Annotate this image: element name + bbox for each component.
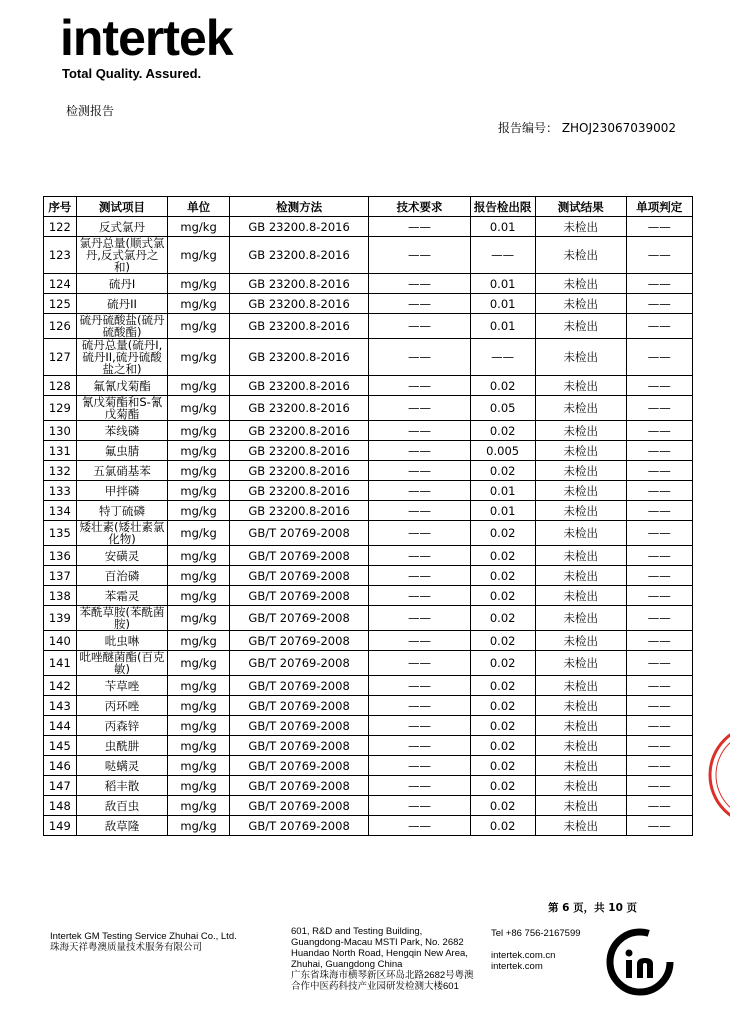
cell-method: GB/T 20769-2008 xyxy=(229,586,369,606)
cell-detection-limit: 0.02 xyxy=(470,816,535,836)
cell-judgement: —— xyxy=(626,441,692,461)
cell-seq: 124 xyxy=(44,274,77,294)
cell-seq: 127 xyxy=(44,339,77,376)
cell-result: 未检出 xyxy=(535,217,626,237)
cell-detection-limit: 0.02 xyxy=(470,676,535,696)
cell-detection-limit: 0.02 xyxy=(470,606,535,631)
table-row xyxy=(44,676,693,696)
address-line: Zhuhai, Guangdong China xyxy=(291,959,403,970)
cell-method: GB/T 20769-2008 xyxy=(229,606,369,631)
table-row xyxy=(44,776,693,796)
table-row xyxy=(44,696,693,716)
column-header-test-item: 测试项目 xyxy=(76,197,168,217)
cell-test-item: 安磺灵 xyxy=(76,546,168,566)
cell-requirement: —— xyxy=(369,546,470,566)
cell-detection-limit: 0.02 xyxy=(470,421,535,441)
cell-method: GB/T 20769-2008 xyxy=(229,776,369,796)
footer-company xyxy=(50,931,237,953)
website-cn: intertek.com.cn xyxy=(491,950,556,961)
cell-unit: mg/kg xyxy=(168,237,229,274)
cell-judgement: —— xyxy=(626,521,692,546)
cell-detection-limit: 0.02 xyxy=(470,651,535,676)
cell-judgement: —— xyxy=(626,294,692,314)
cell-test-item: 苯霜灵 xyxy=(76,586,168,606)
cell-result: 未检出 xyxy=(535,586,626,606)
cell-result: 未检出 xyxy=(535,376,626,396)
cell-unit: mg/kg xyxy=(168,816,229,836)
cell-result: 未检出 xyxy=(535,314,626,339)
cell-method: GB/T 20769-2008 xyxy=(229,756,369,776)
cell-seq: 122 xyxy=(44,217,77,237)
website: intertek.com xyxy=(491,961,543,972)
cell-seq: 147 xyxy=(44,776,77,796)
cell-judgement: —— xyxy=(626,339,692,376)
phone: Tel +86 756-2167599 xyxy=(491,928,581,939)
column-header-seq: 序号 xyxy=(44,197,77,217)
company-name-cn: 珠海天祥粤澳质量技术服务有限公司 xyxy=(50,942,203,953)
cell-result: 未检出 xyxy=(535,237,626,274)
cell-unit: mg/kg xyxy=(168,274,229,294)
table-row xyxy=(44,217,693,237)
cell-result: 未检出 xyxy=(535,396,626,421)
cell-detection-limit: 0.05 xyxy=(470,396,535,421)
cell-unit: mg/kg xyxy=(168,481,229,501)
cell-test-item: 哒螨灵 xyxy=(76,756,168,776)
table-row xyxy=(44,501,693,521)
cell-requirement: —— xyxy=(369,716,470,736)
cell-seq: 144 xyxy=(44,716,77,736)
column-header-requirement: 技术要求 xyxy=(369,197,470,217)
cell-requirement: —— xyxy=(369,461,470,481)
cell-method: GB 23200.8-2016 xyxy=(229,294,369,314)
cell-test-item: 特丁硫磷 xyxy=(76,501,168,521)
cell-requirement: —— xyxy=(369,586,470,606)
cell-result: 未检出 xyxy=(535,441,626,461)
table-row xyxy=(44,274,693,294)
table-row xyxy=(44,716,693,736)
cell-method: GB/T 20769-2008 xyxy=(229,816,369,836)
cell-requirement: —— xyxy=(369,776,470,796)
cell-judgement: —— xyxy=(626,376,692,396)
cell-result: 未检出 xyxy=(535,696,626,716)
cell-method: GB/T 20769-2008 xyxy=(229,716,369,736)
cell-method: GB/T 20769-2008 xyxy=(229,546,369,566)
cell-seq: 143 xyxy=(44,696,77,716)
cell-requirement: —— xyxy=(369,501,470,521)
page-number: 第 6 页，共 10 页 xyxy=(548,902,638,914)
footer-contact xyxy=(491,928,581,972)
cell-method: GB/T 20769-2008 xyxy=(229,651,369,676)
cell-detection-limit: —— xyxy=(470,339,535,376)
footer-address xyxy=(291,926,474,992)
cell-test-item: 敌草隆 xyxy=(76,816,168,836)
cell-detection-limit: 0.02 xyxy=(470,796,535,816)
cell-method: GB 23200.8-2016 xyxy=(229,501,369,521)
cell-requirement: —— xyxy=(369,736,470,756)
cell-test-item: 硫丹I xyxy=(76,274,168,294)
cell-test-item: 吡虫啉 xyxy=(76,631,168,651)
cell-unit: mg/kg xyxy=(168,521,229,546)
cell-unit: mg/kg xyxy=(168,676,229,696)
table-row xyxy=(44,421,693,441)
cell-result: 未检出 xyxy=(535,631,626,651)
cell-requirement: —— xyxy=(369,676,470,696)
cell-detection-limit: 0.02 xyxy=(470,736,535,756)
cell-requirement: —— xyxy=(369,651,470,676)
table-row xyxy=(44,481,693,501)
cell-seq: 140 xyxy=(44,631,77,651)
cell-unit: mg/kg xyxy=(168,421,229,441)
table-row xyxy=(44,796,693,816)
cell-requirement: —— xyxy=(369,217,470,237)
cell-test-item: 苯线磷 xyxy=(76,421,168,441)
cell-requirement: —— xyxy=(369,481,470,501)
cell-seq: 130 xyxy=(44,421,77,441)
cell-detection-limit: 0.01 xyxy=(470,274,535,294)
cell-unit: mg/kg xyxy=(168,396,229,421)
cell-requirement: —— xyxy=(369,237,470,274)
column-header-unit: 单位 xyxy=(168,197,229,217)
cell-test-item: 吡唑醚菌酯(百克敏) xyxy=(76,651,168,676)
cell-method: GB 23200.8-2016 xyxy=(229,396,369,421)
cell-test-item: 硫丹总量(硫丹I,硫丹II,硫丹硫酸盐之和) xyxy=(76,339,168,376)
table-header-row xyxy=(44,197,693,217)
intertek-logo: intertek xyxy=(60,10,233,66)
cell-result: 未检出 xyxy=(535,481,626,501)
cell-test-item: 氰戊菊酯和S-氰戊菊酯 xyxy=(76,396,168,421)
cell-detection-limit: 0.01 xyxy=(470,217,535,237)
cell-seq: 132 xyxy=(44,461,77,481)
cell-seq: 139 xyxy=(44,606,77,631)
cell-method: GB 23200.8-2016 xyxy=(229,314,369,339)
cell-unit: mg/kg xyxy=(168,441,229,461)
cell-judgement: —— xyxy=(626,796,692,816)
cell-test-item: 苯酰草胺(苯酰菌胺) xyxy=(76,606,168,631)
cell-test-item: 稻丰散 xyxy=(76,776,168,796)
cell-seq: 129 xyxy=(44,396,77,421)
cell-method: GB 23200.8-2016 xyxy=(229,376,369,396)
cell-judgement: —— xyxy=(626,501,692,521)
cell-requirement: —— xyxy=(369,294,470,314)
red-seal-stamp-icon xyxy=(700,720,730,830)
cell-requirement: —— xyxy=(369,274,470,294)
cell-unit: mg/kg xyxy=(168,736,229,756)
cell-seq: 149 xyxy=(44,816,77,836)
cell-method: GB 23200.8-2016 xyxy=(229,274,369,294)
cell-requirement: —— xyxy=(369,756,470,776)
cell-seq: 131 xyxy=(44,441,77,461)
cell-detection-limit: 0.02 xyxy=(470,776,535,796)
cell-judgement: —— xyxy=(626,586,692,606)
cell-unit: mg/kg xyxy=(168,566,229,586)
cell-seq: 128 xyxy=(44,376,77,396)
cell-unit: mg/kg xyxy=(168,461,229,481)
cell-requirement: —— xyxy=(369,521,470,546)
cell-detection-limit: 0.02 xyxy=(470,566,535,586)
cell-test-item: 反式氯丹 xyxy=(76,217,168,237)
table-row xyxy=(44,237,693,274)
cell-unit: mg/kg xyxy=(168,376,229,396)
logo-tagline: Total Quality. Assured. xyxy=(62,66,202,81)
cell-method: GB/T 20769-2008 xyxy=(229,696,369,716)
cell-method: GB/T 20769-2008 xyxy=(229,521,369,546)
report-number: 报告编号： ZHOJ23067039002 xyxy=(498,121,677,135)
table-row xyxy=(44,461,693,481)
cell-detection-limit: 0.02 xyxy=(470,696,535,716)
cell-requirement: —— xyxy=(369,606,470,631)
cell-result: 未检出 xyxy=(535,274,626,294)
cell-method: GB 23200.8-2016 xyxy=(229,441,369,461)
address-line: 合作中医药科技产业园研发检测大楼601 xyxy=(291,981,459,992)
cell-method: GB 23200.8-2016 xyxy=(229,481,369,501)
cell-requirement: —— xyxy=(369,396,470,421)
cell-unit: mg/kg xyxy=(168,586,229,606)
cell-seq: 141 xyxy=(44,651,77,676)
cell-result: 未检出 xyxy=(535,546,626,566)
cell-judgement: —— xyxy=(626,396,692,421)
cell-detection-limit: 0.02 xyxy=(470,631,535,651)
column-header-detection-limit: 报告检出限 xyxy=(470,197,535,217)
cell-detection-limit: 0.01 xyxy=(470,294,535,314)
cell-unit: mg/kg xyxy=(168,314,229,339)
cell-unit: mg/kg xyxy=(168,546,229,566)
cell-detection-limit: 0.02 xyxy=(470,461,535,481)
cell-method: GB/T 20769-2008 xyxy=(229,631,369,651)
cell-result: 未检出 xyxy=(535,521,626,546)
cell-detection-limit: 0.02 xyxy=(470,376,535,396)
table-row xyxy=(44,651,693,676)
cell-method: GB 23200.8-2016 xyxy=(229,237,369,274)
cell-seq: 138 xyxy=(44,586,77,606)
cell-unit: mg/kg xyxy=(168,606,229,631)
table-row xyxy=(44,396,693,421)
cell-seq: 126 xyxy=(44,314,77,339)
company-name-en: Intertek GM Testing Service Zhuhai Co., Ltd. xyxy=(50,931,237,942)
cell-detection-limit: —— xyxy=(470,237,535,274)
cell-judgement: —— xyxy=(626,606,692,631)
cell-requirement: —— xyxy=(369,339,470,376)
cell-result: 未检出 xyxy=(535,716,626,736)
cell-judgement: —— xyxy=(626,816,692,836)
cell-method: GB 23200.8-2016 xyxy=(229,339,369,376)
cell-judgement: —— xyxy=(626,217,692,237)
cell-seq: 137 xyxy=(44,566,77,586)
cell-requirement: —— xyxy=(369,314,470,339)
cell-seq: 148 xyxy=(44,796,77,816)
cell-seq: 142 xyxy=(44,676,77,696)
cell-method: GB/T 20769-2008 xyxy=(229,566,369,586)
table-row xyxy=(44,546,693,566)
cell-result: 未检出 xyxy=(535,676,626,696)
cell-judgement: —— xyxy=(626,776,692,796)
table-row xyxy=(44,631,693,651)
cell-unit: mg/kg xyxy=(168,756,229,776)
cell-seq: 134 xyxy=(44,501,77,521)
address-line: Huandao North Road, Hengqin New Area, xyxy=(291,948,468,959)
cell-requirement: —— xyxy=(369,796,470,816)
cell-result: 未检出 xyxy=(535,756,626,776)
table-row xyxy=(44,566,693,586)
cell-judgement: —— xyxy=(626,274,692,294)
cell-judgement: —— xyxy=(626,756,692,776)
cell-method: GB 23200.8-2016 xyxy=(229,217,369,237)
cell-detection-limit: 0.01 xyxy=(470,314,535,339)
column-header-method: 检测方法 xyxy=(229,197,369,217)
cell-judgement: —— xyxy=(626,566,692,586)
cell-detection-limit: 0.02 xyxy=(470,716,535,736)
cell-requirement: —— xyxy=(369,696,470,716)
cell-judgement: —— xyxy=(626,631,692,651)
cell-unit: mg/kg xyxy=(168,716,229,736)
cell-unit: mg/kg xyxy=(168,339,229,376)
cell-test-item: 氟氰戊菊酯 xyxy=(76,376,168,396)
cell-result: 未检出 xyxy=(535,651,626,676)
table-row xyxy=(44,736,693,756)
table-row xyxy=(44,816,693,836)
cell-unit: mg/kg xyxy=(168,696,229,716)
cell-unit: mg/kg xyxy=(168,294,229,314)
cell-result: 未检出 xyxy=(535,566,626,586)
cell-seq: 145 xyxy=(44,736,77,756)
cell-judgement: —— xyxy=(626,481,692,501)
cell-test-item: 硫丹硫酸盐(硫丹硫酸酯) xyxy=(76,314,168,339)
cell-unit: mg/kg xyxy=(168,776,229,796)
cell-result: 未检出 xyxy=(535,816,626,836)
cell-result: 未检出 xyxy=(535,776,626,796)
cell-judgement: —— xyxy=(626,237,692,274)
cell-result: 未检出 xyxy=(535,461,626,481)
cell-test-item: 虫酰肼 xyxy=(76,736,168,756)
cell-detection-limit: 0.01 xyxy=(470,501,535,521)
table-row xyxy=(44,314,693,339)
cell-judgement: —— xyxy=(626,546,692,566)
cell-judgement: —— xyxy=(626,736,692,756)
cell-detection-limit: 0.005 xyxy=(470,441,535,461)
cell-judgement: —— xyxy=(626,461,692,481)
cell-method: GB 23200.8-2016 xyxy=(229,421,369,441)
cell-detection-limit: 0.02 xyxy=(470,521,535,546)
column-header-result: 测试结果 xyxy=(535,197,626,217)
column-header-judgement: 单项判定 xyxy=(626,197,692,217)
cell-test-item: 氟虫腈 xyxy=(76,441,168,461)
cell-result: 未检出 xyxy=(535,421,626,441)
table-row xyxy=(44,756,693,776)
cell-result: 未检出 xyxy=(535,796,626,816)
table-row xyxy=(44,441,693,461)
cell-test-item: 甲拌磷 xyxy=(76,481,168,501)
cell-method: GB/T 20769-2008 xyxy=(229,796,369,816)
table-row xyxy=(44,376,693,396)
results-table xyxy=(43,196,693,836)
cell-result: 未检出 xyxy=(535,339,626,376)
address-line: 601, R&D and Testing Building, xyxy=(291,926,423,937)
cell-judgement: —— xyxy=(626,676,692,696)
cell-unit: mg/kg xyxy=(168,631,229,651)
cell-judgement: —— xyxy=(626,314,692,339)
cell-method: GB 23200.8-2016 xyxy=(229,461,369,481)
cell-test-item: 敌百虫 xyxy=(76,796,168,816)
document-title: 检测报告 xyxy=(66,104,115,118)
cell-unit: mg/kg xyxy=(168,217,229,237)
cell-unit: mg/kg xyxy=(168,651,229,676)
cell-result: 未检出 xyxy=(535,736,626,756)
cell-test-item: 氯丹总量(顺式氯丹,反式氯丹之和) xyxy=(76,237,168,274)
cell-test-item: 五氯硝基苯 xyxy=(76,461,168,481)
cell-unit: mg/kg xyxy=(168,796,229,816)
cell-test-item: 百治磷 xyxy=(76,566,168,586)
table-body xyxy=(44,217,693,836)
cell-result: 未检出 xyxy=(535,294,626,314)
intertek-circle-logo-icon xyxy=(604,926,676,998)
cell-judgement: —— xyxy=(626,696,692,716)
cell-requirement: —— xyxy=(369,816,470,836)
cell-method: GB/T 20769-2008 xyxy=(229,676,369,696)
address-line: Guangdong-Macau MSTI Park, No. 2682 xyxy=(291,937,464,948)
cell-requirement: —— xyxy=(369,421,470,441)
table-row xyxy=(44,606,693,631)
cell-requirement: —— xyxy=(369,376,470,396)
cell-seq: 125 xyxy=(44,294,77,314)
cell-judgement: —— xyxy=(626,651,692,676)
cell-detection-limit: 0.02 xyxy=(470,586,535,606)
cell-requirement: —— xyxy=(369,566,470,586)
cell-test-item: 丙环唑 xyxy=(76,696,168,716)
table-row xyxy=(44,339,693,376)
table-row xyxy=(44,294,693,314)
cell-seq: 133 xyxy=(44,481,77,501)
cell-requirement: —— xyxy=(369,441,470,461)
cell-detection-limit: 0.02 xyxy=(470,756,535,776)
cell-detection-limit: 0.01 xyxy=(470,481,535,501)
cell-requirement: —— xyxy=(369,631,470,651)
cell-seq: 146 xyxy=(44,756,77,776)
cell-unit: mg/kg xyxy=(168,501,229,521)
cell-judgement: —— xyxy=(626,716,692,736)
cell-seq: 136 xyxy=(44,546,77,566)
cell-result: 未检出 xyxy=(535,501,626,521)
cell-test-item: 矮壮素(矮壮素氯化物) xyxy=(76,521,168,546)
cell-test-item: 苄草唑 xyxy=(76,676,168,696)
table-row xyxy=(44,586,693,606)
cell-detection-limit: 0.02 xyxy=(470,546,535,566)
cell-test-item: 硫丹II xyxy=(76,294,168,314)
cell-test-item: 丙森锌 xyxy=(76,716,168,736)
table-row xyxy=(44,521,693,546)
cell-result: 未检出 xyxy=(535,606,626,631)
cell-method: GB/T 20769-2008 xyxy=(229,736,369,756)
cell-seq: 135 xyxy=(44,521,77,546)
cell-judgement: —— xyxy=(626,421,692,441)
cell-seq: 123 xyxy=(44,237,77,274)
address-line: 广东省珠海市横琴新区环岛北路2682号粤澳 xyxy=(291,970,474,981)
